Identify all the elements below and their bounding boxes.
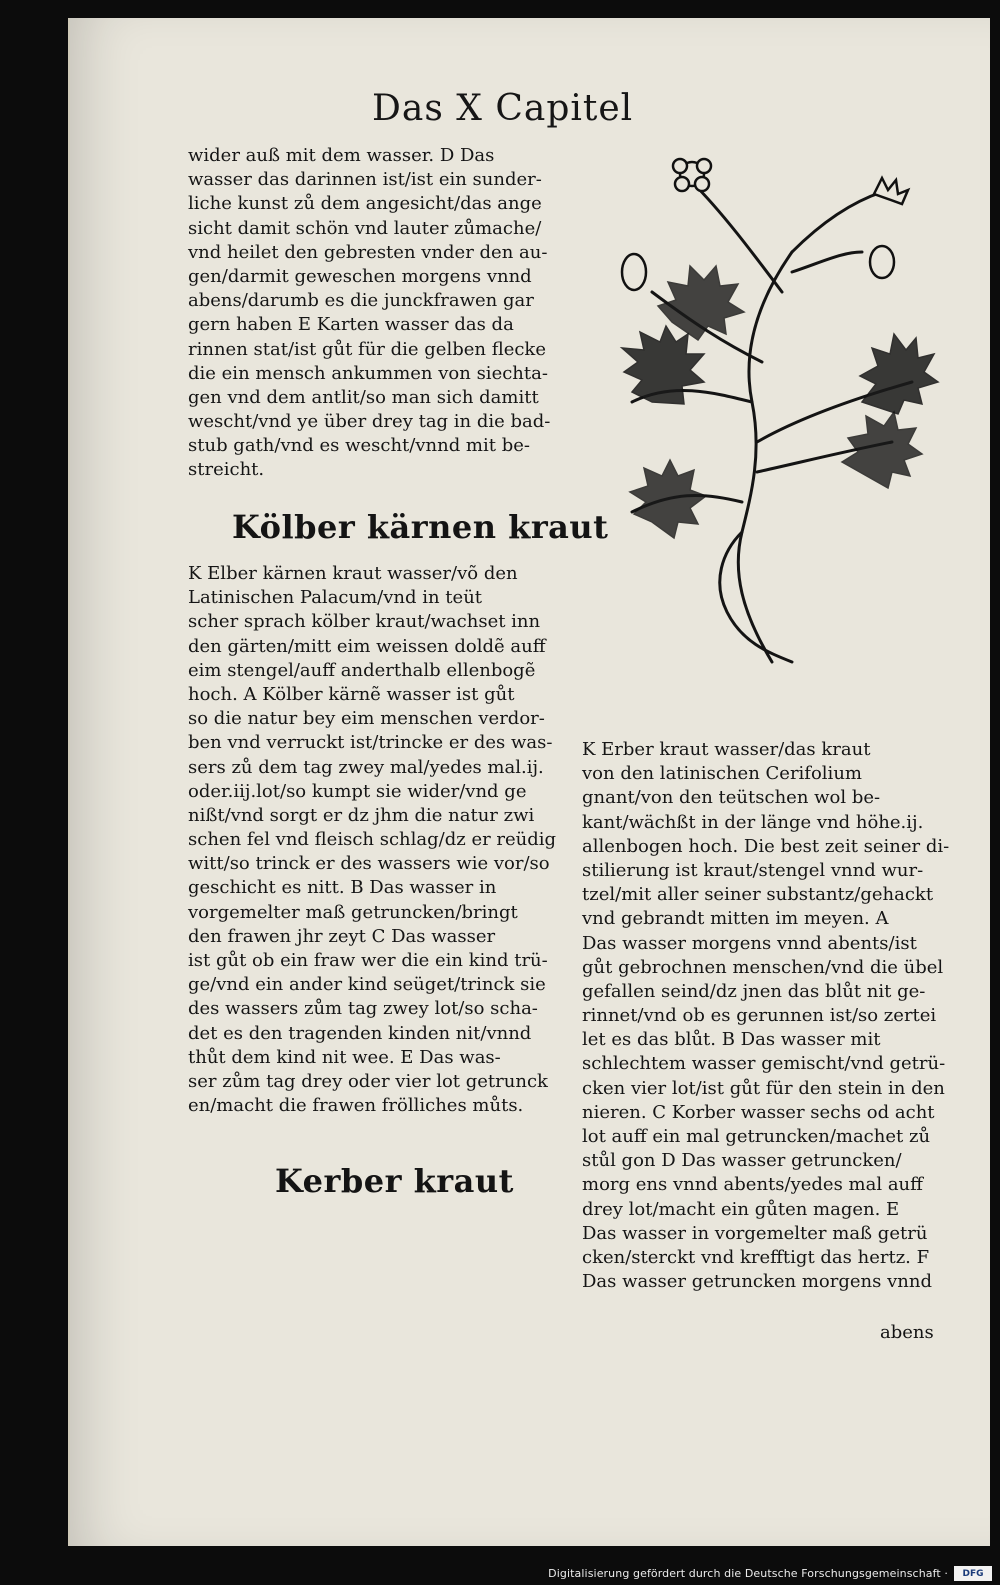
- section-heading-kerber: Kerber kraut: [275, 1162, 514, 1200]
- text-line: gen vnd dem antlit/so man sich damitt: [188, 386, 539, 408]
- text-line: Latinischen Palacum/vnd in teüt: [188, 587, 483, 609]
- text-line: scher sprach kölber kraut/wachset inn: [188, 611, 541, 633]
- text-line: wider auß mit dem wasser. D Das: [188, 145, 495, 166]
- text-line: eim stengel/auff anderthalb ellenbogẽ: [188, 659, 536, 681]
- text-line: nißt/vnd sorgt er dz jhm die natur zwi: [188, 804, 535, 826]
- text-line: let es das blůt. B Das wasser mit: [582, 1029, 881, 1051]
- text-line: rinnen stat/ist gůt für die gelben flecke: [188, 338, 546, 360]
- text-line: den gärten/mitt eim weissen doldẽ auff: [188, 635, 546, 657]
- text-line: Das wasser getruncken morgens vnnd: [582, 1271, 932, 1293]
- text-line: liche kunst zů dem angesicht/das ange: [188, 193, 542, 215]
- dfg-logo: DFG: [954, 1566, 992, 1581]
- text-line: so die natur bey eim menschen verdor-: [188, 708, 545, 730]
- section-heading-koelber: Kölber kärnen kraut: [232, 508, 609, 546]
- text-line: vnd gebrandt mitten im meyen. A: [582, 908, 889, 930]
- text-line: sers zů dem tag zwey mal/yedes mal.ij.: [188, 756, 544, 778]
- text-line: thůt dem kind nit wee. E Das was-: [188, 1046, 501, 1068]
- text-line: gen/darmit geweschen morgens vnnd: [188, 265, 532, 287]
- woodcut-plant-icon: [592, 142, 942, 682]
- text-line: tzel/mit aller seiner substantz/gehackt: [582, 884, 934, 906]
- text-line: gefallen seind/dz jnen das blůt nit ge-: [582, 980, 926, 1002]
- text-line: abens/darumb es die junckfrawen gar: [188, 290, 534, 312]
- footer-credit-text: Digitalisierung gefördert durch die Deutsche Forschungsgemeinschaft ·: [548, 1567, 948, 1580]
- text-line: ist gůt ob ein fraw wer die ein kind trü-: [188, 950, 548, 971]
- text-line: schen fel vnd fleisch schlag/dz er reüdig: [188, 829, 557, 851]
- text-line: allenbogen hoch. Die best zeit seiner di-: [582, 835, 950, 857]
- text-line: vnd heilet den gebresten vnder den au-: [188, 241, 548, 263]
- left-column-top-text: [188, 144, 578, 483]
- text-line: vorgemelter maß getruncken/bringt: [188, 901, 518, 923]
- text-line: morg ens vnnd abents/yedes mal auff: [582, 1174, 923, 1196]
- text-line: des wassers zům tag zwey lot/so scha-: [188, 998, 538, 1020]
- text-line: en/macht die frawen frölliches můts.: [188, 1095, 524, 1117]
- text-line: den frawen jhr zeyt C Das wasser: [188, 925, 496, 947]
- text-line: ge/vnd ein ander kind seüget/trinck sie: [188, 974, 546, 996]
- text-line: geschicht es nitt. B Das wasser in: [188, 877, 497, 899]
- text-line: stub gath/vnd es wescht/vnnd mit be-: [188, 435, 530, 457]
- text-line: oder.iij.lot/so kumpt sie wider/vnd ge: [188, 780, 527, 802]
- text-line: K Elber kärnen kraut wasser/võ den: [188, 563, 518, 584]
- text-line: stilierung ist kraut/stengel vnnd wur-: [582, 859, 924, 881]
- text-line: det es den tragenden kinden nit/vnnd: [188, 1022, 532, 1044]
- text-line: von den latinischen Cerifolium: [582, 763, 862, 785]
- text-line: gern haben E Karten wasser das da: [188, 314, 514, 336]
- text-line: gnant/von den teütschen wol be-: [582, 787, 881, 809]
- text-line: ben vnd verruckt ist/trincke er des was-: [188, 732, 553, 754]
- text-line: wasser das darinnen ist/ist ein sunder-: [188, 169, 542, 191]
- catchword: abens: [880, 1322, 934, 1343]
- text-line: Das wasser in vorgemelter maß getrü: [582, 1222, 928, 1244]
- left-column-bottom-text: [188, 562, 578, 1118]
- text-line: cken/sterckt vnd krefftigt das hertz. F: [582, 1246, 930, 1268]
- text-line: sicht damit schön vnd lauter zůmache/: [188, 217, 542, 239]
- text-line: streicht.: [188, 459, 265, 481]
- text-line: drey lot/macht ein gůten magen. E: [582, 1198, 900, 1220]
- text-line: stůl gon D Das wasser getruncken/: [582, 1150, 902, 1172]
- text-line: ser zům tag drey oder vier lot getrunck: [188, 1070, 548, 1092]
- right-column-text: [582, 738, 952, 1294]
- footer-bar: [0, 1561, 1000, 1585]
- text-line: rinnet/vnd ob es gerunnen ist/so zertei: [582, 1005, 937, 1027]
- text-line: cken vier lot/ist gůt für den stein in den: [582, 1077, 945, 1099]
- running-head: Das X Capitel: [372, 88, 634, 129]
- text-line: schlechtem wasser gemischt/vnd getrü-: [582, 1053, 946, 1075]
- text-line: die ein mensch ankummen von siechta-: [188, 362, 548, 384]
- text-line: wescht/vnd ye über drey tag in die bad-: [188, 411, 551, 433]
- text-line: K Erber kraut wasser/das kraut: [582, 739, 871, 760]
- text-line: lot auff ein mal getruncken/machet zů: [582, 1126, 931, 1147]
- text-line: hoch. A Kölber kärnẽ wasser ist gůt: [188, 683, 515, 705]
- text-line: nieren. C Korber wasser sechs od acht: [582, 1101, 935, 1123]
- text-line: Das wasser morgens vnnd abents/ist: [582, 932, 917, 954]
- text-line: witt/so trinck er des wassers wie vor/so: [188, 853, 550, 875]
- text-line: gůt gebrochnen menschen/vnd die übel: [582, 956, 944, 978]
- text-line: kant/wächßt in der länge vnd höhe.ij.: [582, 811, 924, 833]
